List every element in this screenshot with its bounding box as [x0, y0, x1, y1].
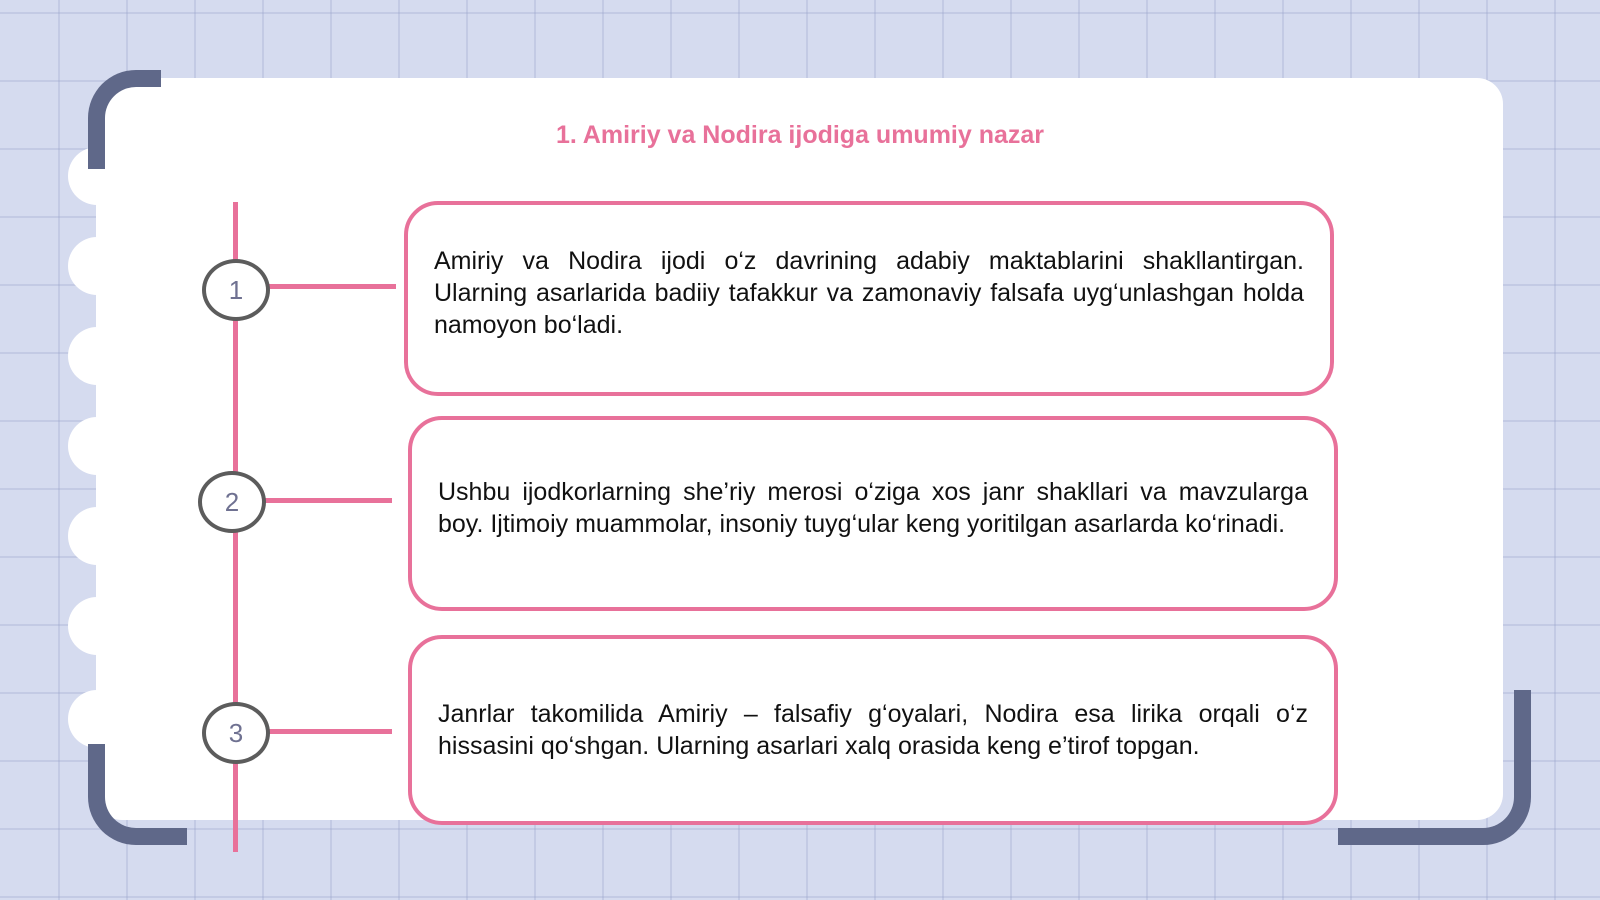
frame-corner-top-left	[88, 70, 161, 169]
step-circle-2	[198, 471, 266, 533]
frame-corner-bottom-left	[88, 744, 187, 845]
step-circle-1	[202, 259, 270, 321]
sheet-edge-bump	[68, 237, 126, 295]
slide-title: 1. Amiriy va Nodira ijodiga umumiy nazar	[555, 121, 1045, 149]
frame-corner-bottom-right	[1338, 690, 1531, 845]
sheet-edge-bump	[68, 417, 126, 475]
step-number: 1	[228, 274, 244, 305]
step-card-1	[404, 201, 1334, 396]
sheet-edge-bump	[68, 327, 126, 385]
connector-1	[266, 284, 396, 289]
step-card-text: Janrlar takomilida Amiriy – falsafiy g‘oyalari, Nodira esa lirika orqali o‘z hissasini qo‘shgan. Ularning asarlari xalq orasida keng e’tirof topgan.	[438, 700, 1308, 760]
sheet-edge-bump	[68, 597, 126, 655]
connector-2	[262, 498, 392, 503]
step-card-3	[408, 635, 1338, 825]
sheet-edge-bump	[68, 690, 126, 748]
sheet-edge-bump	[68, 507, 126, 565]
step-card-2	[408, 416, 1338, 611]
step-number: 3	[228, 717, 244, 748]
step-card-text: Amiriy va Nodira ijodi o‘z davrining adabiy maktablarini shakllantirgan. Ularning asarlarida badiiy tafakkur va zamonaviy falsafa uyg‘unlashgan holda namoyon bo‘ladi.	[434, 246, 1304, 339]
connector-3	[266, 729, 392, 734]
step-card-text: Ushbu ijodkorlarning she’riy merosi o‘ziga xos janr shakllari va mavzularga boy. Ijtimoiy muammolar, insoniy tuyg‘ular keng yoritilgan asarlarda ko‘rinadi.	[438, 477, 1308, 538]
step-number: 2	[224, 486, 240, 517]
step-circle-3	[202, 702, 270, 764]
